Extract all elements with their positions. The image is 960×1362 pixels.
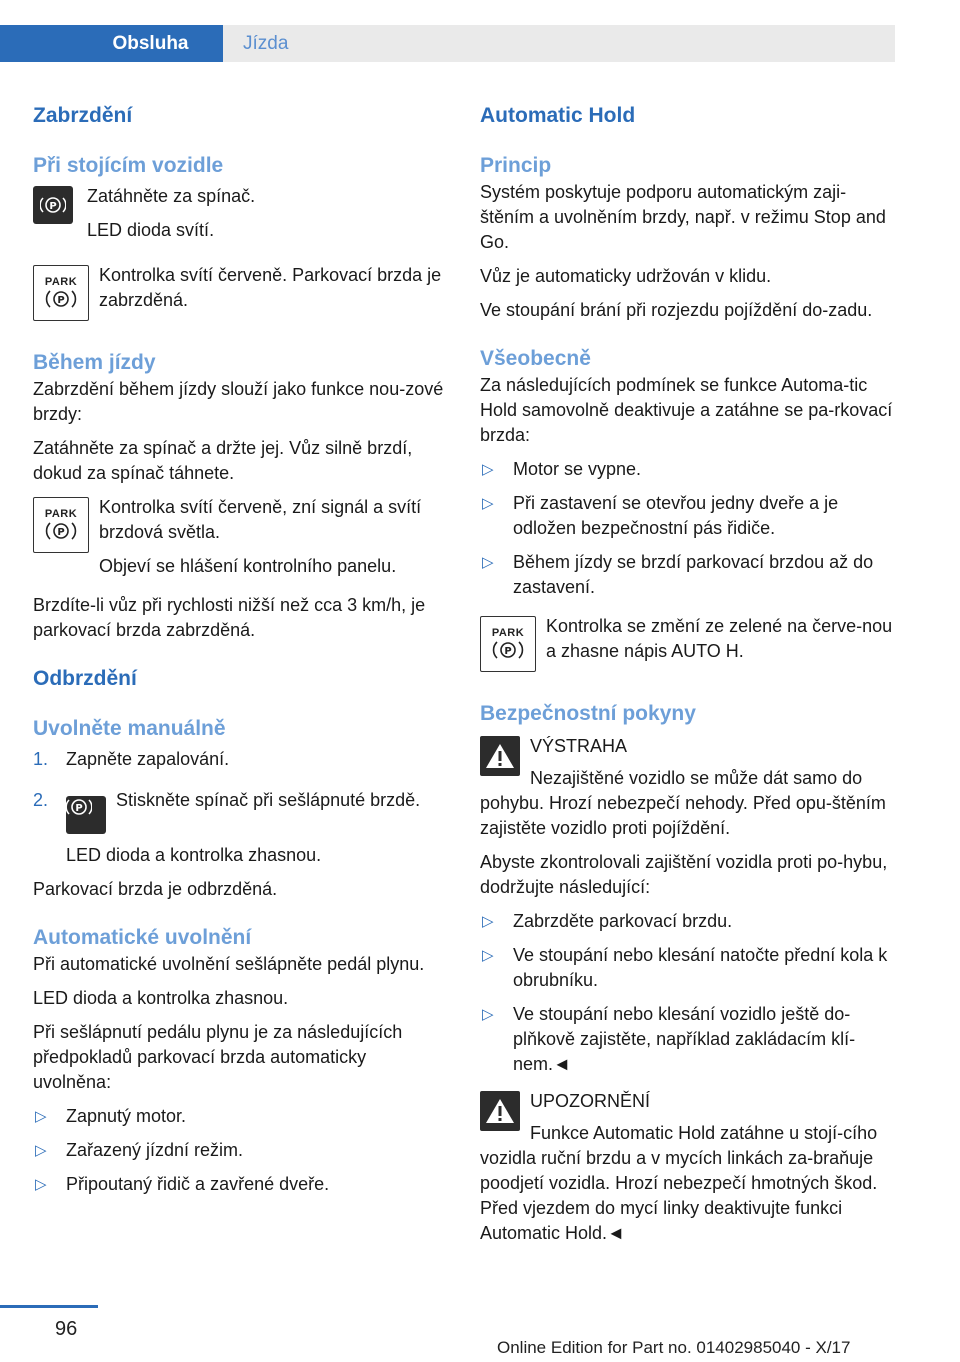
jizda-p1: Zabrzdění během jízdy slouží jako funkce nou-zové brzdy: (33, 379, 444, 424)
step-number: 1. (33, 749, 49, 769)
auto-p2: LED dioda a kontrolka zhasnou. (33, 988, 289, 1008)
warn-bullet-list (480, 909, 896, 1077)
heading-automaticke-uvolneni: Automatické uvolnění (33, 926, 252, 949)
princip-p3: Ve stoupání brání při rozjezdu pojíždění do-zadu. (480, 300, 873, 320)
note-block (480, 1089, 896, 1246)
jizda-park-text1: Kontrolka svítí červeně, zní signál a svítí brzdová světla. (99, 497, 422, 542)
bullet-triangle-icon: ▷ (482, 461, 494, 478)
heading-princip: Princip (480, 154, 552, 177)
parking-brake-button-icon (33, 186, 73, 224)
auto-bullet-list (33, 1104, 448, 1197)
list-item (480, 457, 896, 482)
list-item (480, 1002, 896, 1077)
release-steps (33, 747, 448, 868)
odbrzdena-text: Parkovací brzda je odbrzděná. (33, 879, 278, 899)
step-number: 2. (33, 790, 49, 810)
list-item (33, 1172, 448, 1197)
jizda-p2: Zatáhněte za spínač a držte jej. Vůz silně brzdí, dokud za spínač táhnete. (33, 438, 413, 483)
note-text: Funkce Automatic Hold zatáhne u stojí-cího vozidla ruční brzdu a v mycích linkách za-braňuje poodjetí vozidla. Hrozí nebezpečí hmotných škod. Před vjezdem do mycí linky deaktivujte funkci Automatic Hold.◄ (480, 1123, 878, 1243)
warning-triangle-icon (480, 736, 520, 776)
warn-p2: Abyste zkontrolovali zajištění vozidla proti po-hybu, dodržujte následující: (480, 852, 888, 897)
bullet-triangle-icon: ▷ (482, 554, 494, 571)
left-column (33, 102, 448, 1197)
heading-zabrzdeni: Zabrzdění (33, 104, 133, 127)
edition-footer: Online Edition for Part no. 01402985040 - X/17 (497, 1338, 851, 1357)
stojici-block (33, 184, 448, 243)
park-warning-icon (480, 616, 536, 672)
jizda-park-block (33, 495, 448, 579)
obecne-park-text: Kontrolka se změní ze zelené na červe-nou a zhasne nápis AUTO H. (546, 616, 893, 661)
tab-obsluha[interactable]: Obsluha (0, 25, 223, 62)
svg-text:P: P (504, 646, 512, 657)
svg-text:P: P (49, 201, 57, 212)
header-tabbar (0, 0, 895, 62)
list-item (480, 491, 896, 541)
tab-jizda[interactable]: Jízda (223, 25, 895, 62)
svg-text:P: P (75, 803, 83, 814)
list-item (33, 1138, 448, 1163)
princip-p2: Vůz je automaticky udržován v klidu. (480, 266, 772, 286)
bullet-triangle-icon: ▷ (482, 913, 494, 930)
auto-p3: Při sešlápnutí pedálu plynu je za následujících předpokladů parkovací brzda automaticky uvolněna: (33, 1022, 403, 1092)
step-note: LED dioda a kontrolka zhasnou. (66, 845, 322, 865)
heading-bezpecnostni-pokyny: Bezpečnostní pokyny (480, 702, 696, 725)
list-item (33, 747, 448, 772)
park-warning-icon (33, 497, 89, 553)
bullet-triangle-icon: ▷ (35, 1142, 47, 1159)
stojici-p1: Zatáhněte za spínač. (87, 186, 256, 206)
heading-pri-stojicim: Při stojícím vozidle (33, 154, 224, 177)
footer-accent-line (0, 1305, 98, 1308)
heading-automatic-hold: Automatic Hold (480, 104, 636, 127)
step-text: Stiskněte spínač při sešlápnuté brzdě. (116, 790, 421, 810)
bullet-text: Zabrzděte parkovací brzdu. (513, 911, 733, 931)
warning-text: Nezajištěné vozidlo se může dát samo do pohybu. Hrozí nebezpečí nehody. Před opu-štěním zajistěte vozidlo proti pojíždění. (480, 768, 886, 838)
stojici-park-text: Kontrolka svítí červeně. Parkovací brzda je zabrzděná. (99, 265, 442, 310)
heading-odbrzdeni: Odbrzdění (33, 667, 137, 690)
heading-uvolnete-manualne: Uvolněte manuálně (33, 717, 226, 740)
list-item (33, 1104, 448, 1129)
caution-triangle-icon (480, 1091, 520, 1131)
bullet-triangle-icon: ▷ (482, 495, 494, 512)
page-number: 96 (55, 1318, 78, 1340)
right-column (480, 102, 896, 1246)
obecne-bullet-list (480, 457, 896, 600)
bullet-text: Ve stoupání nebo klesání natočte přední kola k obrubníku. (513, 945, 888, 990)
jizda-p3: Brzdíte-li vůz při rychlosti nižší než cca 3 km/h, je parkovací brzda zabrzděná. (33, 595, 426, 640)
heading-behem-jizdy: Během jízdy (33, 351, 156, 374)
obecne-p1: Za následujících podmínek se funkce Automa-tic Hold samovolně deaktivuje a zatáhne se pa-rkovací brzda: (480, 375, 893, 445)
warning-block (480, 734, 896, 841)
step-text: Zapněte zapalování. (66, 749, 230, 769)
bullet-triangle-icon: ▷ (35, 1176, 47, 1193)
stojici-p2: LED dioda svítí. (87, 220, 215, 240)
bullet-triangle-icon: ▷ (482, 1006, 494, 1023)
bullet-text: Připoutaný řidič a zavřené dveře. (66, 1174, 330, 1194)
note-title: UPOZORNĚNÍ (530, 1091, 651, 1111)
bullet-text: Během jízdy se brzdí parkovací brzdou až do zastavení. (513, 552, 874, 597)
list-item (33, 788, 448, 868)
park-warning-icon (33, 265, 89, 321)
bullet-text: Při zastavení se otevřou jedny dveře a je odložen bezpečnostní pás řidiče. (513, 493, 839, 538)
auto-p1: Při automatické uvolnění sešlápněte pedál plynu. (33, 954, 425, 974)
list-item (480, 909, 896, 934)
bullet-triangle-icon: ▷ (482, 947, 494, 964)
park-icon-label: PARK (44, 508, 78, 520)
stojici-park-block (33, 263, 448, 313)
princip-p1: Systém poskytuje podporu automatickým zaji-štěním a uvolněním brzdy, např. v režimu Stop and Go. (480, 182, 886, 252)
bullet-text: Zařazený jízdní režim. (66, 1140, 244, 1160)
heading-vseobecne: Všeobecně (480, 347, 591, 370)
warning-title: VÝSTRAHA (530, 736, 628, 756)
list-item (480, 943, 896, 993)
list-item (480, 550, 896, 600)
bullet-text: Motor se vypne. (513, 459, 642, 479)
bullet-text: Ve stoupání nebo klesání vozidlo ještě do-plňkově zajistěte, například zakládacím klí-nem.◄ (513, 1004, 856, 1074)
svg-text:P: P (57, 295, 65, 306)
park-icon-label: PARK (44, 276, 78, 288)
jizda-park-text2: Objeví se hlášení kontrolního panelu. (99, 556, 397, 576)
svg-text:P: P (57, 527, 65, 538)
bullet-text: Zapnutý motor. (66, 1106, 187, 1126)
park-icon-label: PARK (491, 627, 525, 639)
obecne-park-block (480, 614, 896, 664)
parking-brake-button-icon (66, 796, 106, 834)
bullet-triangle-icon: ▷ (35, 1108, 47, 1125)
